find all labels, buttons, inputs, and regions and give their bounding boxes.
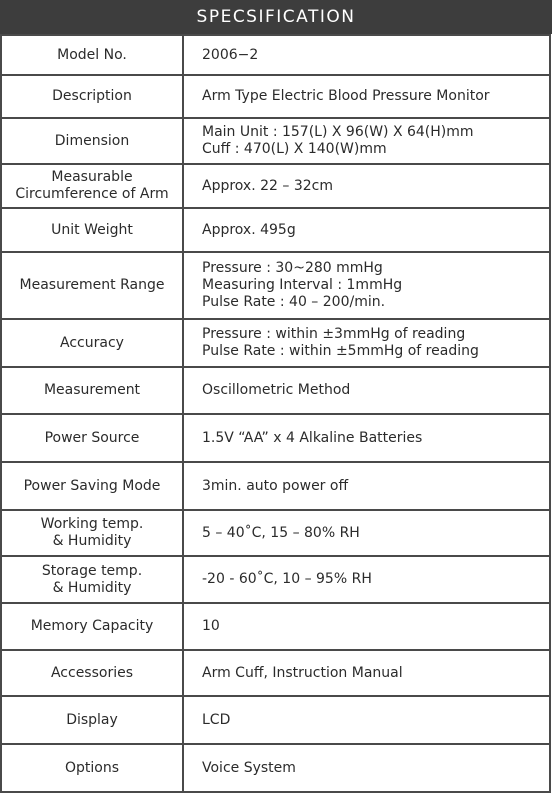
spec-label [1, 696, 183, 744]
spec-label-line: & Humidity [52, 579, 132, 596]
spec-row [1, 164, 550, 208]
spec-label [1, 650, 183, 696]
spec-row [1, 744, 550, 792]
spec-value-line: Approx. 495g [202, 221, 296, 238]
spec-value-line: 1.5V “AA” x 4 Alkaline Batteries [202, 429, 423, 446]
spec-value [183, 603, 550, 650]
spec-value [183, 696, 550, 744]
spec-label [1, 319, 183, 367]
spec-label-line: Power Source [44, 429, 140, 446]
spec-value-line: Oscillometric Method [202, 382, 351, 398]
spec-label-line: & Humidity [52, 533, 132, 549]
spec-value-line: Pressure : within ±3mmHg of reading [202, 326, 466, 342]
spec-label [1, 252, 183, 319]
spec-value-line: Pulse Rate : within ±5mmHg of reading [202, 343, 479, 359]
spec-row [1, 319, 550, 367]
spec-value-line: 2006−2 [202, 46, 259, 63]
spec-row [1, 367, 550, 414]
spec-value-line: -20 - 60˚C, 10 – 95% RH [202, 571, 372, 587]
spec-row [1, 75, 550, 118]
spec-label [1, 75, 183, 118]
spec-label [1, 510, 183, 556]
spec-value-line: Arm Cuff, Instruction Manual [202, 664, 403, 681]
spec-value-line: Arm Type Electric Blood Pressure Monitor [202, 88, 490, 104]
spec-value-line: Voice System [202, 759, 296, 776]
spec-row [1, 696, 550, 744]
spec-value [183, 164, 550, 208]
spec-value-line: 10 [202, 618, 220, 634]
spec-value [183, 252, 550, 319]
spec-row [1, 462, 550, 510]
spec-label [1, 744, 183, 792]
spec-label [1, 367, 183, 414]
spec-value [183, 75, 550, 118]
spec-row [1, 556, 550, 603]
spec-label-line: Measurement [43, 382, 141, 398]
spec-row [1, 650, 550, 696]
spec-row [1, 414, 550, 462]
spec-value [183, 414, 550, 462]
spec-label [1, 414, 183, 462]
spec-label-line: Description [52, 88, 132, 104]
spec-value [183, 367, 550, 414]
spec-value-line: Main Unit : 157(L) X 96(W) X 64(H)mm [202, 124, 474, 140]
spec-label-line: Storage temp. [41, 562, 143, 579]
spec-label [1, 164, 183, 208]
spec-label-line: Measurable [51, 169, 133, 185]
spec-label-line: Unit Weight [51, 221, 133, 238]
spec-value [183, 35, 550, 75]
spec-label-line: Options [64, 759, 120, 776]
spec-label-line: Display [66, 711, 118, 728]
spec-value [183, 556, 550, 603]
spec-label-line: Accuracy [60, 334, 124, 351]
spec-value [183, 510, 550, 556]
spec-value-line: LCD [202, 711, 231, 728]
spec-value-line: Measuring Interval : 1mmHg [202, 277, 403, 293]
spec-value [183, 319, 550, 367]
spec-value-line: Pressure : 30~280 mmHg [202, 260, 383, 276]
spec-value-line: Approx. 22 – 32cm [202, 177, 333, 194]
spec-table-body [1, 35, 550, 792]
spec-value [183, 744, 550, 792]
spec-row [1, 118, 550, 164]
spec-label-line: Measurement Range [19, 277, 165, 293]
spec-label [1, 35, 183, 75]
spec-label-line: Accessories [50, 664, 134, 681]
spec-label [1, 118, 183, 164]
spec-row [1, 510, 550, 556]
spec-row [1, 208, 550, 252]
spec-label-line: Memory Capacity [30, 618, 154, 634]
spec-label [1, 556, 183, 603]
spec-label-line: Dimension [54, 132, 130, 149]
spec-table [0, 34, 551, 793]
spec-label-line: Working temp. [40, 516, 144, 532]
spec-value [183, 462, 550, 510]
spec-value [183, 118, 550, 164]
spec-row [1, 252, 550, 319]
spec-label [1, 603, 183, 650]
spec-row [1, 603, 550, 650]
spec-value [183, 650, 550, 696]
spec-value-line: 5 – 40˚C, 15 – 80% RH [202, 524, 360, 541]
spec-label [1, 208, 183, 252]
spec-value [183, 208, 550, 252]
spec-value-line: 3min. auto power off [202, 477, 349, 494]
spec-value-line: Cuff : 470(L) X 140(W)mm [202, 141, 387, 157]
spec-label-line: Model No. [57, 46, 127, 63]
spec-title: SPECSIFICATION [0, 0, 552, 34]
spec-value-line: Pulse Rate : 40 – 200/min. [202, 294, 386, 310]
spec-label [1, 462, 183, 510]
spec-label-line: Power Saving Mode [23, 477, 161, 494]
spec-row [1, 35, 550, 75]
spec-label-line: Circumference of Arm [15, 186, 169, 202]
